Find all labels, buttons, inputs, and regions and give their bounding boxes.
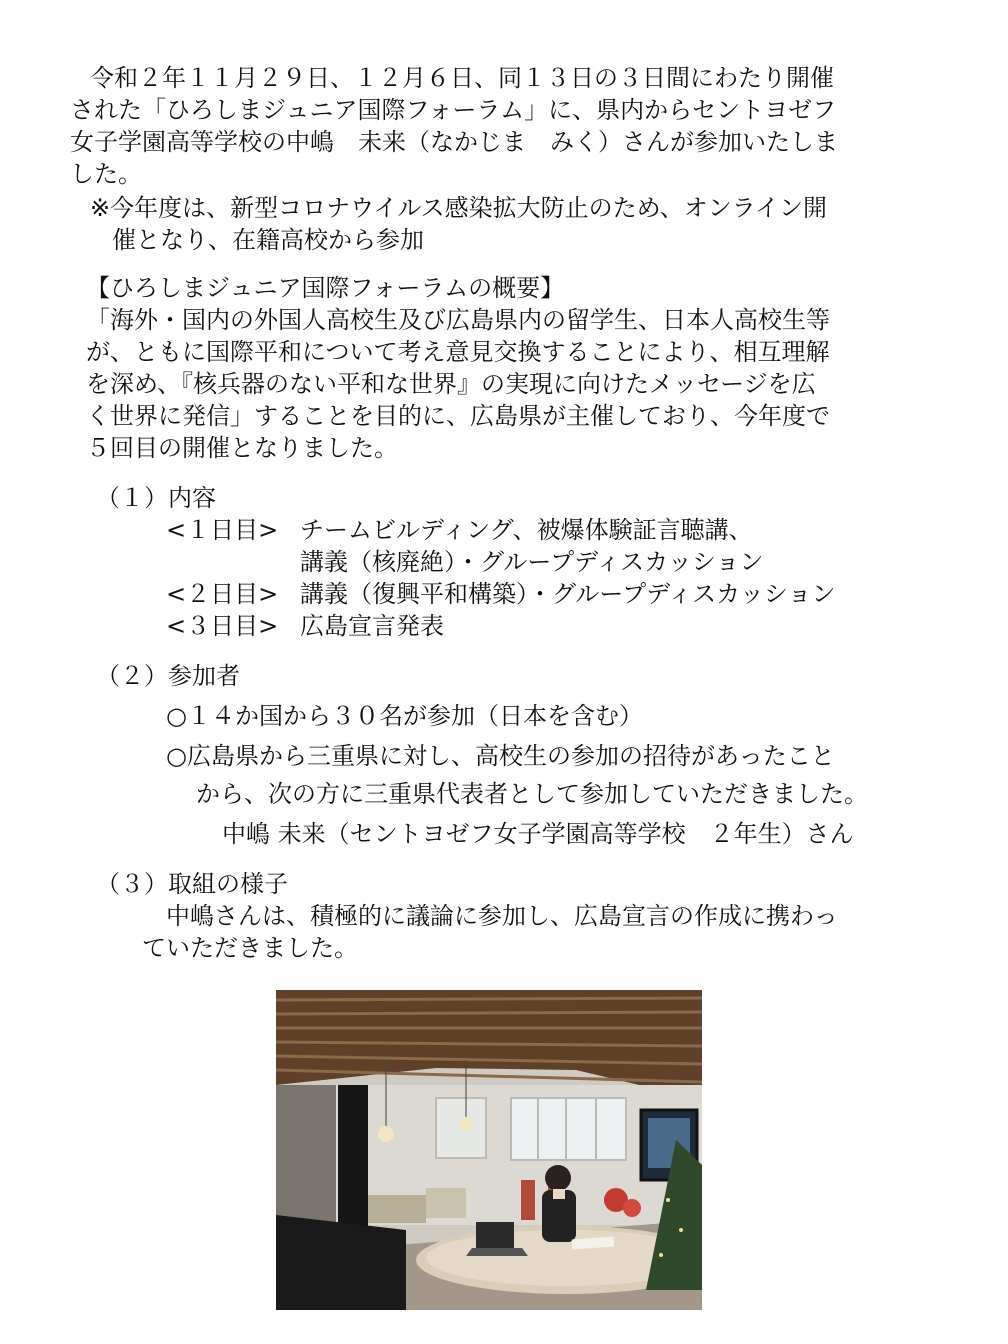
section-heading: （２）参加者 <box>96 662 240 690</box>
forum-photo-image <box>276 990 702 1310</box>
participant-name: 中嶋 未来（セントヨゼフ女子学園高等学校 ２年生）さん <box>222 820 854 848</box>
overview-line: 「海外・国内の外国人高校生及び広島県内の留学生、日本人高校生等 <box>86 306 830 334</box>
day-label: <３日目> <box>166 612 279 640</box>
day-text: 講義（復興平和構築）・グループディスカッション <box>300 580 836 608</box>
day-label: <１日目> <box>166 516 279 544</box>
intro-line: 令和２年１１月２９日、１２月６日、同１３日の３日間にわたり開催 <box>90 64 834 92</box>
section-heading: （１）内容 <box>96 484 216 512</box>
intro-line: された「ひろしまジュニア国際フォーラム」に、県内からセントヨゼフ <box>70 96 837 124</box>
intro-line: 女子学園高等学校の中嶋 未来（なかじま みく）さんが参加いたしま <box>70 128 838 156</box>
intro-note: ※今年度は、新型コロナウイルス感染拡大防止のため、オンライン開 <box>90 194 827 222</box>
overview-heading: 【ひろしまジュニア国際フォーラムの概要】 <box>86 274 565 302</box>
participant-item: ○１４か国から３０名が参加（日本を含む） <box>166 702 643 730</box>
section-heading: （３）取組の様子 <box>96 870 288 898</box>
activity-line: ていただきました。 <box>142 934 358 962</box>
day-text: チームビルディング、被爆体験証言聴講、 <box>300 516 753 544</box>
overview-line: を深め、『核兵器のない平和な世界』の実現に向けたメッセージを広 <box>86 370 816 398</box>
activity-line: 中嶋さんは、積極的に議論に参加し、広島宣言の作成に携わっ <box>166 902 838 930</box>
intro-note: 催となり、在籍高校から参加 <box>112 226 424 254</box>
overview-line: ５回目の開催となりました。 <box>86 434 398 462</box>
day-text: 講義（核廃絶）・グループディスカッション <box>300 548 764 576</box>
day-label: <２日目> <box>166 580 279 608</box>
overview-line: く世界に発信」することを目的に、広島県が主催しており、今年度で <box>86 402 830 430</box>
overview-line: が、ともに国際平和について考え意見交換することにより、相互理解 <box>86 338 830 366</box>
day-text: 広島宣言発表 <box>300 612 444 640</box>
participant-item: から、次の方に三重県代表者として参加していただきました。 <box>196 780 868 808</box>
forum-photo <box>276 990 702 1310</box>
intro-line: した。 <box>70 160 142 188</box>
participant-item: ○広島県から三重県に対し、高校生の参加の招待があったこと <box>166 742 835 770</box>
